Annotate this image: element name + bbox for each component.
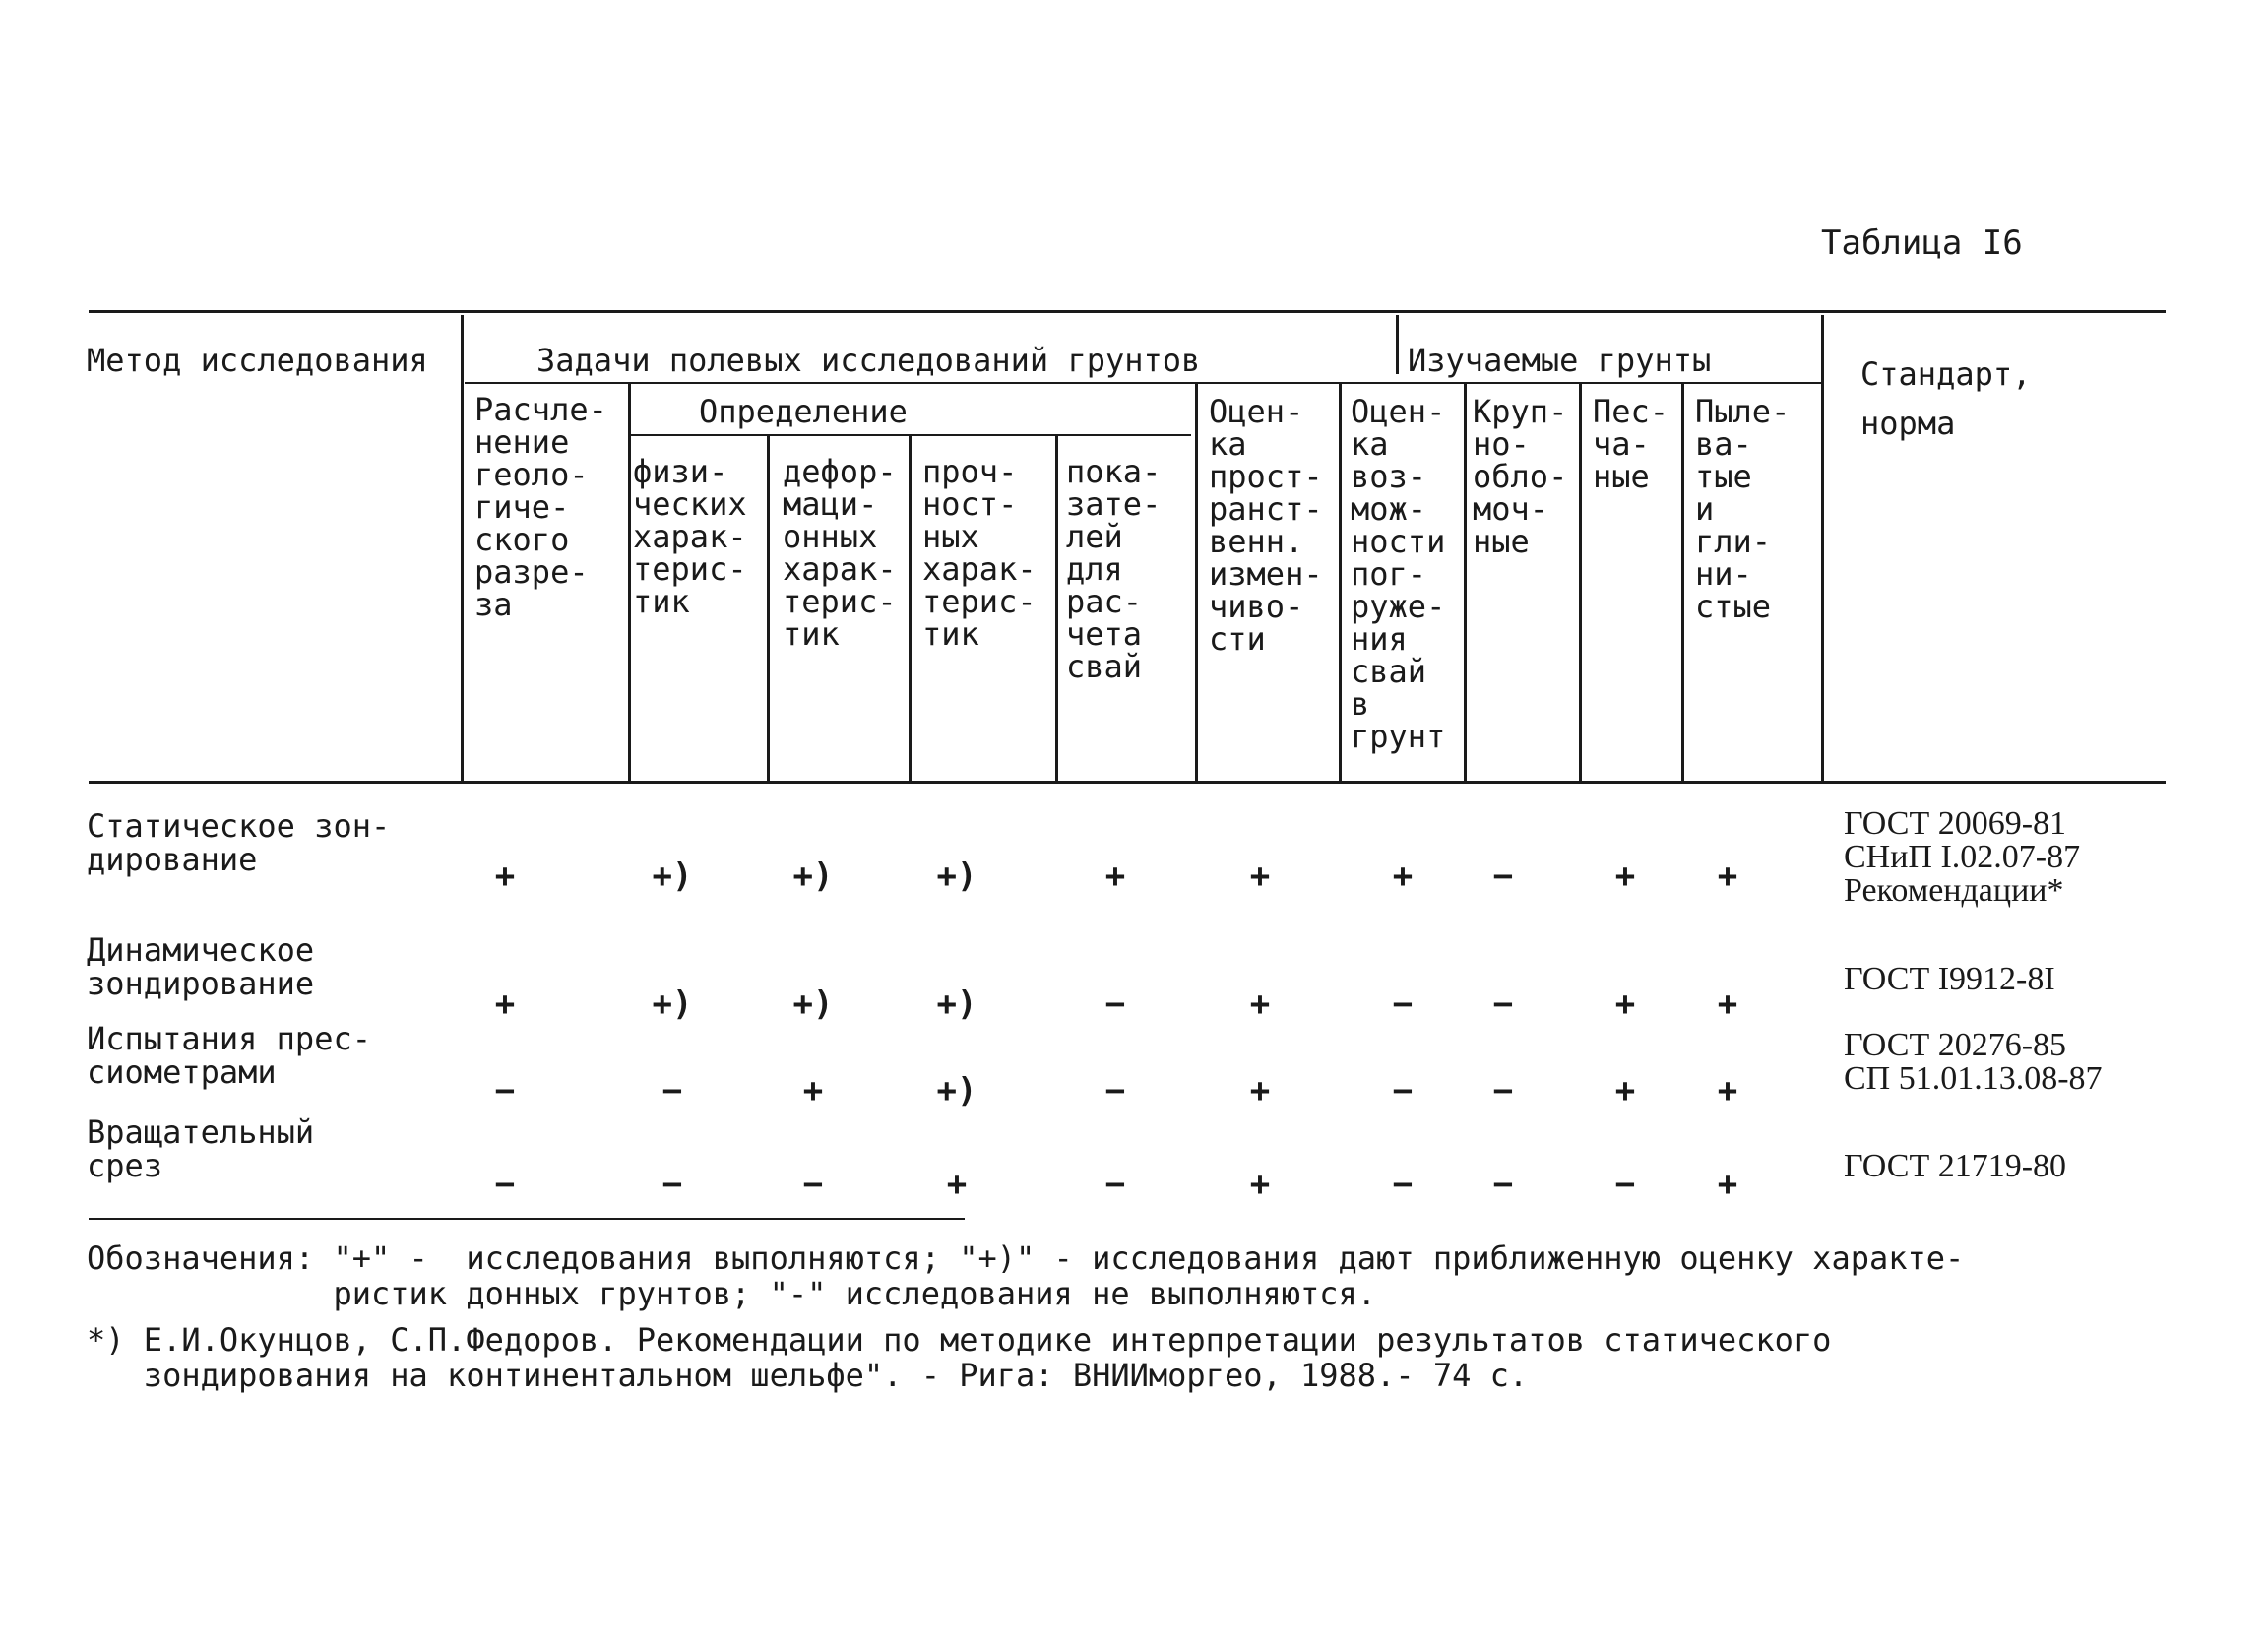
table-cell-mark: +	[1717, 1071, 1738, 1111]
header-sandy: Пес- ча- ные	[1593, 393, 1670, 495]
table-top-rule	[89, 310, 2166, 313]
legend: Обозначения: "+" - исследования выполняются; "+)" - исследования дают приближенную оценку характе- ристик донных грунтов; "-" исследования не выполняются.	[87, 1239, 1965, 1312]
col-rule-2	[628, 384, 631, 781]
col-rule-9	[1464, 384, 1467, 781]
table-cell-mark: −	[1492, 984, 1514, 1024]
table-bottom-rule	[89, 1218, 965, 1220]
table-cell-mark: +	[1249, 857, 1271, 896]
row-standard: ГОСТ 21719-80	[1844, 1148, 2067, 1184]
table-cell-mark: −	[494, 1165, 516, 1204]
row-method: Испытания прес- сиометрами	[87, 1020, 371, 1091]
row-method: Статическое зон- дирование	[87, 807, 391, 878]
header-piles-calc: пока- зате- лей для рас- чета свай	[1066, 453, 1162, 685]
header-pile-driving: Оцен- ка воз- мож- ности пог- руже- ния свай в грунт	[1351, 393, 1446, 755]
table-cell-mark: +)	[652, 857, 693, 896]
col-rule-6	[1195, 384, 1198, 781]
table-cell-mark: +)	[936, 984, 977, 1024]
col-rule-4	[909, 436, 912, 781]
col-rule-10	[1579, 384, 1582, 781]
row-standard: ГОСТ 20276-85 СП 51.01.13.08-87	[1844, 1027, 2103, 1097]
table-cell-mark: +	[802, 1071, 824, 1111]
table-cell-mark: −	[1614, 1165, 1636, 1204]
table-label: Таблица I6	[1821, 223, 2023, 263]
table-cell-mark: −	[662, 1071, 683, 1111]
col-rule-3	[767, 436, 770, 781]
table-cell-mark: +	[1249, 1071, 1271, 1111]
table-cell-mark: +)	[936, 1071, 977, 1111]
table-cell-mark: −	[1492, 1165, 1514, 1204]
row-standard: ГОСТ I9912-8I	[1844, 961, 2055, 997]
header-silty-clay: Пыле- ва- тые и гли- ни- стые	[1695, 393, 1791, 625]
table-cell-mark: +	[1614, 984, 1636, 1024]
table-cell-mark: +)	[792, 984, 834, 1024]
table-cell-mark: −	[1392, 1165, 1414, 1204]
table-cell-mark: −	[1104, 984, 1126, 1024]
table-cell-mark: −	[494, 1071, 516, 1111]
tasks-group-rule	[465, 382, 1823, 384]
table-cell-mark: +	[1717, 857, 1738, 896]
header-bottom-rule	[89, 781, 2166, 784]
table-cell-mark: −	[1392, 1071, 1414, 1111]
table-cell-mark: −	[1104, 1071, 1126, 1111]
table-cell-mark: −	[1392, 984, 1414, 1024]
footnote: *) Е.И.Окунцов, С.П.Федоров. Рекомендации по методике интерпретации результатов статического зондирования на континентальном шельфе". - Рига: ВНИИморгео, 1988.- 74 с.	[87, 1321, 1832, 1394]
table-cell-mark: −	[662, 1165, 683, 1204]
row-standard: ГОСТ 20069-81 СНиП I.02.07-87 Рекомендации*	[1844, 805, 2081, 909]
col-rule-7	[1339, 384, 1342, 781]
header-standard: Стандарт, норма	[1860, 355, 2032, 442]
table-cell-mark: +	[1104, 857, 1126, 896]
table-cell-mark: −	[1492, 1071, 1514, 1111]
col-rule-1	[461, 315, 464, 781]
header-soils-group: Изучаемые грунты	[1408, 342, 1712, 379]
table-cell-mark: +	[1249, 1165, 1271, 1204]
header-tasks-group: Задачи полевых исследований грунтов	[536, 342, 1201, 379]
header-strength: проч- ност- ных харак- терис- тик	[922, 453, 1037, 653]
table-cell-mark: +)	[936, 857, 977, 896]
table-cell-mark: +	[1249, 984, 1271, 1024]
header-deformation: дефор- маци- онных харак- терис- тик	[783, 453, 897, 653]
table-cell-mark: −	[1104, 1165, 1126, 1204]
header-dissection: Расчле- нение геоло- гиче- ского разре- за	[474, 391, 607, 623]
header-method: Метод исследования	[87, 342, 428, 379]
table-cell-mark: +	[1614, 857, 1636, 896]
row-method: Динамическое зондирование	[87, 931, 315, 1002]
table-cell-mark: −	[1492, 857, 1514, 896]
col-rule-12	[1821, 315, 1824, 781]
table-cell-mark: +	[494, 857, 516, 896]
table-cell-mark: +	[1614, 1071, 1636, 1111]
table-cell-mark: +	[946, 1165, 968, 1204]
col-rule-11	[1681, 384, 1684, 781]
table-cell-mark: +)	[792, 857, 834, 896]
header-coarse: Круп- но- обло- моч- ные	[1473, 393, 1568, 560]
row-method: Вращательный срез	[87, 1113, 315, 1184]
header-definition: Определение	[699, 393, 908, 430]
col-rule-5	[1055, 436, 1058, 781]
table-cell-mark: +	[1717, 1165, 1738, 1204]
table-cell-mark: +	[494, 984, 516, 1024]
header-physical: физи- ческих харак- терис- тик	[633, 453, 747, 620]
col-rule-8	[1396, 315, 1399, 374]
table-cell-mark: −	[802, 1165, 824, 1204]
table-cell-mark: +	[1392, 857, 1414, 896]
table-cell-mark: +	[1717, 984, 1738, 1024]
table-cell-mark: +)	[652, 984, 693, 1024]
header-spatial: Оцен- ка прост- ранст- венн. измен- чиво- сти	[1209, 393, 1323, 658]
